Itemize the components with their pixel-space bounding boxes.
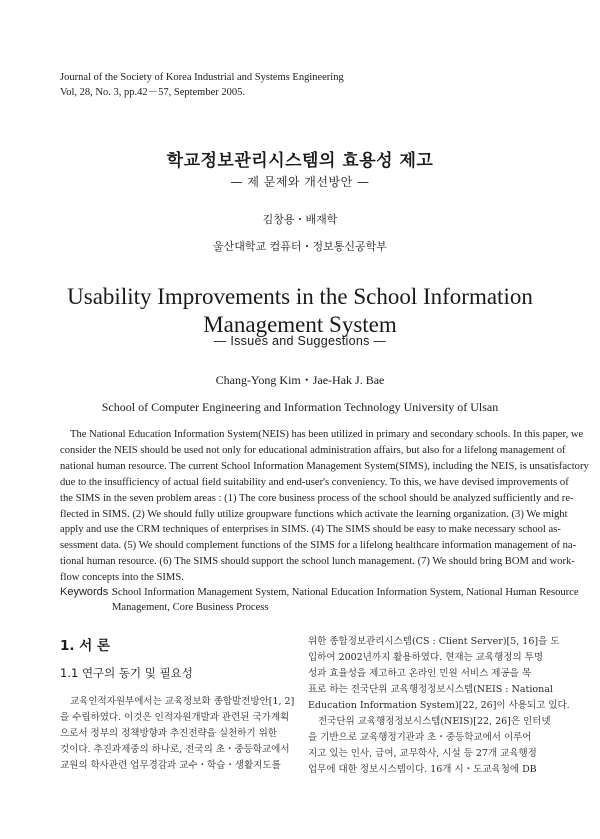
title-english-line-1: Usability Improvements in the School Information	[67, 284, 533, 309]
abstract-line: national human resource. The current School Information Management System(SIMS), including the NEIS, is unsatisfactory	[60, 460, 589, 472]
title-english	[0, 283, 600, 339]
abstract-line: the SIMS in the seven problem areas : (1) The core business process of the school should be analyzed sufficiently and re-	[60, 492, 574, 504]
body-line: 교육인적자원부에서는 교육정보화 종합발전방안[1, 2]	[70, 696, 295, 707]
journal-name: Journal of the Society of Korea Industrial and Systems Engineering	[60, 72, 344, 83]
body-paragraph	[60, 694, 295, 774]
abstract-line: sessment data. (5) We should complement functions of the SIMS for a lifelong healthcare information management of na-	[60, 540, 577, 552]
abstract-line: due to the insufficiency of actual field suitability and end-user's conveniency. To this, we have devised improvements of	[60, 476, 569, 488]
authors-korean: 김창용・배재학	[262, 213, 338, 226]
abstract-line: The National Education Information System(NEIS) has been utilized in primary and secondary schools. In this paper, we	[70, 429, 584, 440]
authors-english: Chang-Yong Kim・Jae-Hak J. Bae	[215, 373, 385, 387]
body-line: 교원의 학사관련 업무경감과 교수・학습・생활지도를	[60, 760, 281, 771]
abstract-line: tional human resource. (6) The SIMS should support the school lunch management. (7) We should bring BOM and work-	[60, 556, 575, 568]
keywords-list	[112, 585, 579, 615]
body-line: 을 기반으로 교육행정기관과 초・중등학교에서 이루어	[308, 732, 532, 743]
body-line: Education Information System)[22, 26]이 사용되고 있다.	[308, 700, 570, 711]
body-line: 을 수립하였다. 이것은 인적자원개발과 관련된 국가계획	[60, 712, 290, 723]
keywords-line: Management, Core Business Process	[112, 602, 269, 613]
subtitle-english: — Issues and Suggestions —	[213, 334, 387, 348]
body-line: 위한 종합정보관리시스템(CS : Client Server)[5, 16]을 도	[308, 636, 560, 647]
title-korean: 학교정보관리시스템의 효용성 제고	[166, 151, 434, 171]
affiliation-korean: 울산대학교 컴퓨터・정보통신공학부	[213, 240, 387, 253]
abstract-line: consider the NEIS should be used not only for educational administration affairs, but also for a lifelong management of	[60, 444, 566, 456]
body-line: 업무에 대한 정보시스템이다. 16개 시・도교육청에 DB	[308, 764, 537, 775]
abstract-line: apply and use the CRM techniques of enterprises in SIMS. (4) The SIMS should be easy to make necessary school as-	[60, 524, 561, 536]
abstract	[60, 427, 589, 586]
body-line: 입하여 2002년까지 활용하였다. 현재는 교육행정의 투명	[308, 652, 544, 663]
affiliation-english: School of Computer Engineering and Information Technology University of Ulsan	[101, 400, 499, 414]
keywords-line: School Information Management System, National Education Information System, National Human Resource	[112, 587, 579, 598]
keywords-label: Keywords :	[60, 586, 115, 598]
left-column	[60, 634, 295, 774]
body-line: 지고 있는 인사, 급여, 교무학사, 시설 등 27개 교육행정	[308, 748, 537, 759]
body-line: 전국단위 교육행정정보시스템(NEIS)[22, 26]은 인터넷	[318, 716, 551, 727]
section-heading: 1. 서 론	[60, 638, 111, 654]
body-line: 표로 하는 전국단위 교육행정정보시스템(NEIS : National	[308, 684, 553, 695]
right-column	[308, 634, 570, 778]
subtitle-korean: — 제 문제와 개선방안 —	[230, 175, 370, 189]
body-line: 성과 효율성을 제고하고 온라인 민원 서비스 제공을 목	[308, 668, 532, 679]
journal-volume: Vol, 28, No. 3, pp.42－57, September 2005.	[60, 87, 246, 98]
subsection-heading: 1.1 연구의 동기 및 필요성	[60, 666, 193, 680]
abstract-line: flected in SIMS. (2) We should fully utilize groupware functions which activate the learning organization. (3) We might	[60, 508, 568, 520]
abstract-line: flow concepts into the SIMS.	[60, 572, 184, 584]
journal-reference	[60, 70, 344, 100]
title-english-line-2: Management System	[203, 312, 397, 337]
body-line: 으로서 정부의 정책방향과 추진전략을 실천하기 위한	[60, 728, 277, 739]
body-line: 것이다. 추진과제중의 하나로, 전국의 초・중등학교에서	[60, 744, 290, 755]
body-paragraph	[308, 634, 570, 778]
